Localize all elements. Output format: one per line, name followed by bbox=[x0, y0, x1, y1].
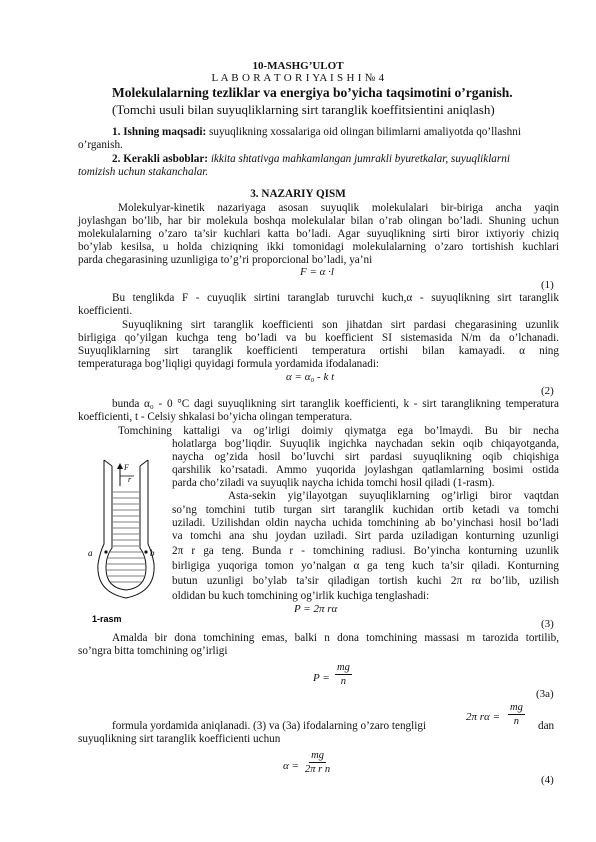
theory-p5-line: Tomchining kattaligi va og’irligi doimiy qiymatga ega bo’lmaydi. Bu bir necha bbox=[118, 425, 559, 437]
theory-p1-line: Molekulyar-kinetik nazariyaga asosan suyuqlik molekulalari bir-biriga ancha yaqin bbox=[118, 202, 559, 214]
theory-p3-line: Suyuqliklarning sirt taranglik koefficienti temperatura ortishi bilan kamayadi. α ning bbox=[78, 345, 559, 357]
theory-p4-line: bunda α₀ - 0 °C dagi suyuqlikning sirt taranglik koefficienti, k - sirt taranglikning temperatura bbox=[112, 398, 559, 410]
figure-label-r: r bbox=[128, 475, 132, 484]
equation-3a-denominator: n bbox=[340, 676, 347, 687]
equation-3a-number: (3a) bbox=[536, 688, 554, 700]
theory-p3-line: birligiga qo’yilgan kuchga teng bo’ladi va bu koefficient SI sistemasida N/m da o’lchanadi. bbox=[78, 332, 559, 344]
equation-4-lhs: α = bbox=[283, 760, 299, 772]
theory-p6-line: oldidan bu kuch tomchining og’irlik kuchiga tenglashadi: bbox=[172, 590, 430, 602]
theory-p7-line: so’ngra bitta tomchining og’irligi bbox=[78, 645, 228, 657]
burette-drop-figure bbox=[86, 452, 170, 630]
equation-3a-numerator: mg bbox=[337, 662, 350, 673]
equation-3b-denominator: n bbox=[513, 716, 520, 727]
document-subtitle: (Tomchi usuli bilan suyuqliklarning sirt taranglik koeffitsientini aniqlash) bbox=[112, 102, 495, 117]
purpose-line bbox=[112, 126, 559, 139]
theory-p6-line: uziladi. Uzilishdan oldin naycha uchida tomchining ab bo’yinchasi hosil bo’ladi bbox=[172, 517, 559, 529]
theory-p7-line: Amalda bir dona tomchining emas, balki n dona tomchining massasi m tarozida tortilib, bbox=[112, 632, 559, 644]
tools-line bbox=[112, 153, 559, 166]
theory-p8-line: formula yordamida aniqlanadi. (3) va (3a) ifodalarning o’zaro tengligi bbox=[112, 720, 427, 732]
document-title: Molekulalarning tezliklar va energiya bo’yicha taqsimotini o’rganish. bbox=[112, 85, 513, 100]
purpose-label: 1. Ishning maqsadi: bbox=[112, 126, 207, 138]
course-line: 10-MASHG’ULOT bbox=[252, 60, 344, 72]
figure-caption: 1-rasm bbox=[92, 614, 122, 624]
theory-p6-line: birligiga yuqoriga tomon yo’nalgan α ga teng kuch ta’sir qiladi. Konturning bbox=[172, 560, 559, 572]
equation-4-numerator: mg bbox=[311, 750, 324, 761]
theory-p4-line: koefficienti, t - Celsiy shkalasi bo’yicha olingan temperatura. bbox=[78, 411, 353, 423]
theory-p2-line: Bu tenglikda F - cuyuqlik sirtini taranglab turuvchi kuch,α - suyuqlikning sirt taranglik bbox=[112, 292, 559, 304]
equation-4-number: (4) bbox=[541, 774, 554, 786]
theory-p8-line: suyuqlikning sirt taranglik koefficienti uchun bbox=[78, 733, 281, 745]
theory-p3-line: temperaturaga bog’liqligi quyidagi formula yordamida ifodalanadi: bbox=[78, 358, 380, 370]
theory-p2-line: koefficienti. bbox=[78, 305, 133, 317]
tools-label: 2. Kerakli asboblar: bbox=[112, 153, 209, 165]
theory-p1-line: parda chegarasining uzunligiga to’g’ri proporcional bo’ladi, ya’ni bbox=[78, 254, 373, 266]
theory-p1-line: molekulalarning o’zaro ta’sir kuchlari katta bo’ladi. Agar suyuqlikning sirti biror ixtiyoriy chiziq bbox=[78, 228, 559, 240]
figure-label-f: F bbox=[124, 463, 129, 472]
lab-line: L A B O R A T O R I YA I S H I № 4 bbox=[211, 72, 385, 84]
equation-1-number: (1) bbox=[541, 279, 554, 291]
purpose-text: suyuqlikning xossalariga oid olingan bilimlarni amaliyotda qo’llashni bbox=[209, 126, 521, 138]
tools-text: ikkita shtativga mahkamlangan jumrakli byuretkalar, suyuqliklarni bbox=[210, 153, 510, 165]
theory-p5-line: qarshilik ko’rsatadi. Ammo yuqorida joylashgan qatlamlarning bosimi ostida bbox=[172, 464, 559, 476]
equation-2: α = α₀ - k t bbox=[286, 371, 335, 383]
theory-p6-line: 2π r ga teng. Bunda r - tomchining radiusi. Bo’yincha konturning uzunlik bbox=[172, 545, 559, 557]
theory-p5-line: naycha og’zida hosil bo’luvchi sirt pardasi suyuqlikning oqib chiqishiga bbox=[172, 451, 559, 463]
theory-p6-line: so’ng tomchini tutib turgan sirt taranglik kuchidan ortib ketadi va tomchi bbox=[172, 504, 559, 516]
theory-p8-dan: dan bbox=[538, 720, 555, 732]
equation-4-fraction bbox=[305, 750, 330, 775]
equation-3a-lhs: P = bbox=[313, 672, 330, 684]
theory-p6-line: butun uzunligi bo’ylab ta’sir qiladigan tortish kuchi 2π rα bo’lib, uzilish bbox=[172, 575, 559, 587]
theory-p6-line: Asta-sekin yig’ilayotgan suyuqliklarning og’irligi biror vaqtdan bbox=[228, 490, 559, 502]
equation-4-denominator: 2π r n bbox=[305, 764, 331, 775]
theory-p3-line: Suyuqlikning sirt taranglik koefficienti son jihatdan sirt pardasi chegarasining uzunlik bbox=[122, 319, 559, 331]
equation-3b-fraction bbox=[508, 702, 525, 727]
theory-p5-line: holatlarga bog’liqdir. Suyuqlik ingichka naychadan sekin oqib chiqayotganda, bbox=[172, 438, 559, 450]
figure-label-b: b bbox=[150, 548, 155, 558]
equation-3b-lhs: 2π rα = bbox=[466, 711, 500, 723]
equation-3a-fraction bbox=[335, 662, 352, 687]
theory-p6-line: va tomchi ana shu joydan uziladi. Sirt parda uziladigan konturning uzunligi bbox=[172, 530, 559, 542]
equation-3-number: (3) bbox=[541, 618, 554, 630]
theory-p5-line: parda cho’ziladi va suyuqlik naycha ichida tomchi hosil qiladi (1-rasm). bbox=[172, 477, 495, 489]
theory-heading: 3. NAZARIY QISM bbox=[250, 188, 346, 200]
equation-3: P = 2π rα bbox=[294, 603, 338, 615]
figure-label-a: a bbox=[88, 548, 93, 558]
equation-1: F = α ·l bbox=[300, 266, 334, 278]
theory-p1-line: bo’ylab kesilsa, u holda chiziqning ikki tomonidagi molekulalarning o’zaro tortishish kuchlari bbox=[78, 241, 559, 253]
tools-text-cont: tomizish uchun stakanchalar. bbox=[78, 166, 209, 178]
theory-p1-line: joylashgan bo’lib, har bir molekula boshqa molekulalar bilan o’rab olingan bo’ladi. Shuning uchun bbox=[78, 215, 559, 227]
equation-2-number: (2) bbox=[541, 385, 554, 397]
purpose-text-cont: o’rganish. bbox=[78, 139, 123, 151]
equation-3b-numerator: mg bbox=[510, 702, 523, 713]
